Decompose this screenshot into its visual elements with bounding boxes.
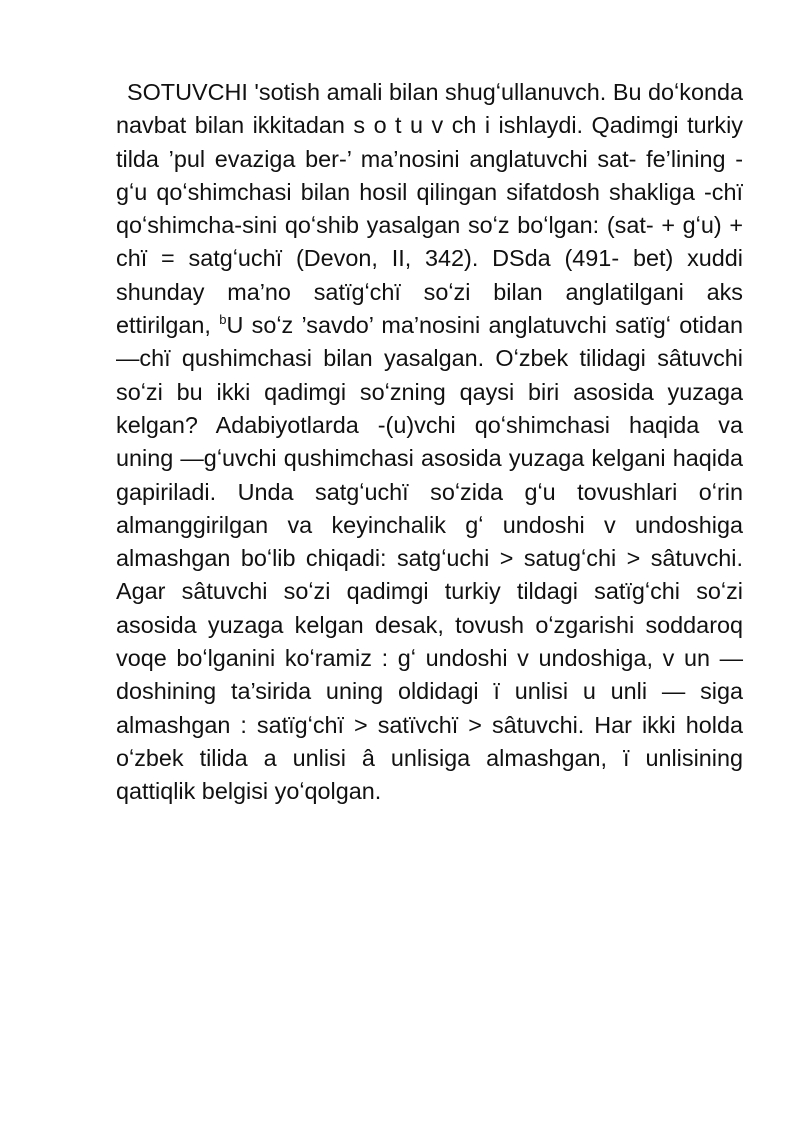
document-page bbox=[116, 76, 743, 809]
superscript-mark: b bbox=[219, 312, 227, 328]
paragraph-text-part-2: U soʻz ’savdo’ ma’nosini anglatuvchi satïgʻ otidan —chï qushimchasi bilan yasalgan. Oʻzbek tilidagi sâtuvchi soʻzi bu ikki qadimgi soʻzning qaysi biri asosida yuzaga kelgan? Adabiyotlarda -(u)vchi qoʻshimchasi haqida va uning —gʻuvchi qushimchasi asosida yuzaga kelgani haqida gapiriladi. Unda satgʻuchï soʻzida gʻu tovushlari oʻrin almanggirilgan va keyinchalik gʻ undoshi v undoshiga almashgan boʻlib chiqadi: satgʻuchi > satugʻchi > sâtuvchi. Agar sâtuvchi soʻzi qadimgi turkiy tildagi satïgʻchi soʻzi asosida yuzaga kelgan desak, tovush oʻzgarishi soddaroq voqe boʻlganini koʻramiz : gʻ undoshi v undoshiga, v un — doshining ta’sirida uning oldidagi ï unlisi u unli — siga almashgan : satïgʻchï > satïvchï > sâtuvchi. Har ikki holda oʻzbek tilida a unlisi â unlisiga almashgan, ï unlisining qattiqlik belgisi yoʻqolgan. bbox=[116, 312, 743, 805]
paragraph-text-part-1: SOTUVCHI 'sotish amali bilan shugʻullanuvch. Bu doʻkonda navbat bilan ikkitadan s o t u v ch i ishlaydi. Qadimgi turkiy tilda ’pul evaziga ber-’ ma’nosini anglatuvchi sat- fe’lining -gʻu qoʻshimchasi bilan hosil qilingan sifatdosh shakliga -chï qoʻshimcha-sini qoʻshib yasalgan soʻz boʻlgan: (sat- + gʻu) + chï = satgʻuchï (Devon, II, 342). DSda (491- bet) xuddi shunday ma’no satïgʻchï soʻzi bilan anglatilgani aks ettirilgan, bbox=[116, 79, 743, 339]
body-paragraph bbox=[116, 76, 743, 809]
